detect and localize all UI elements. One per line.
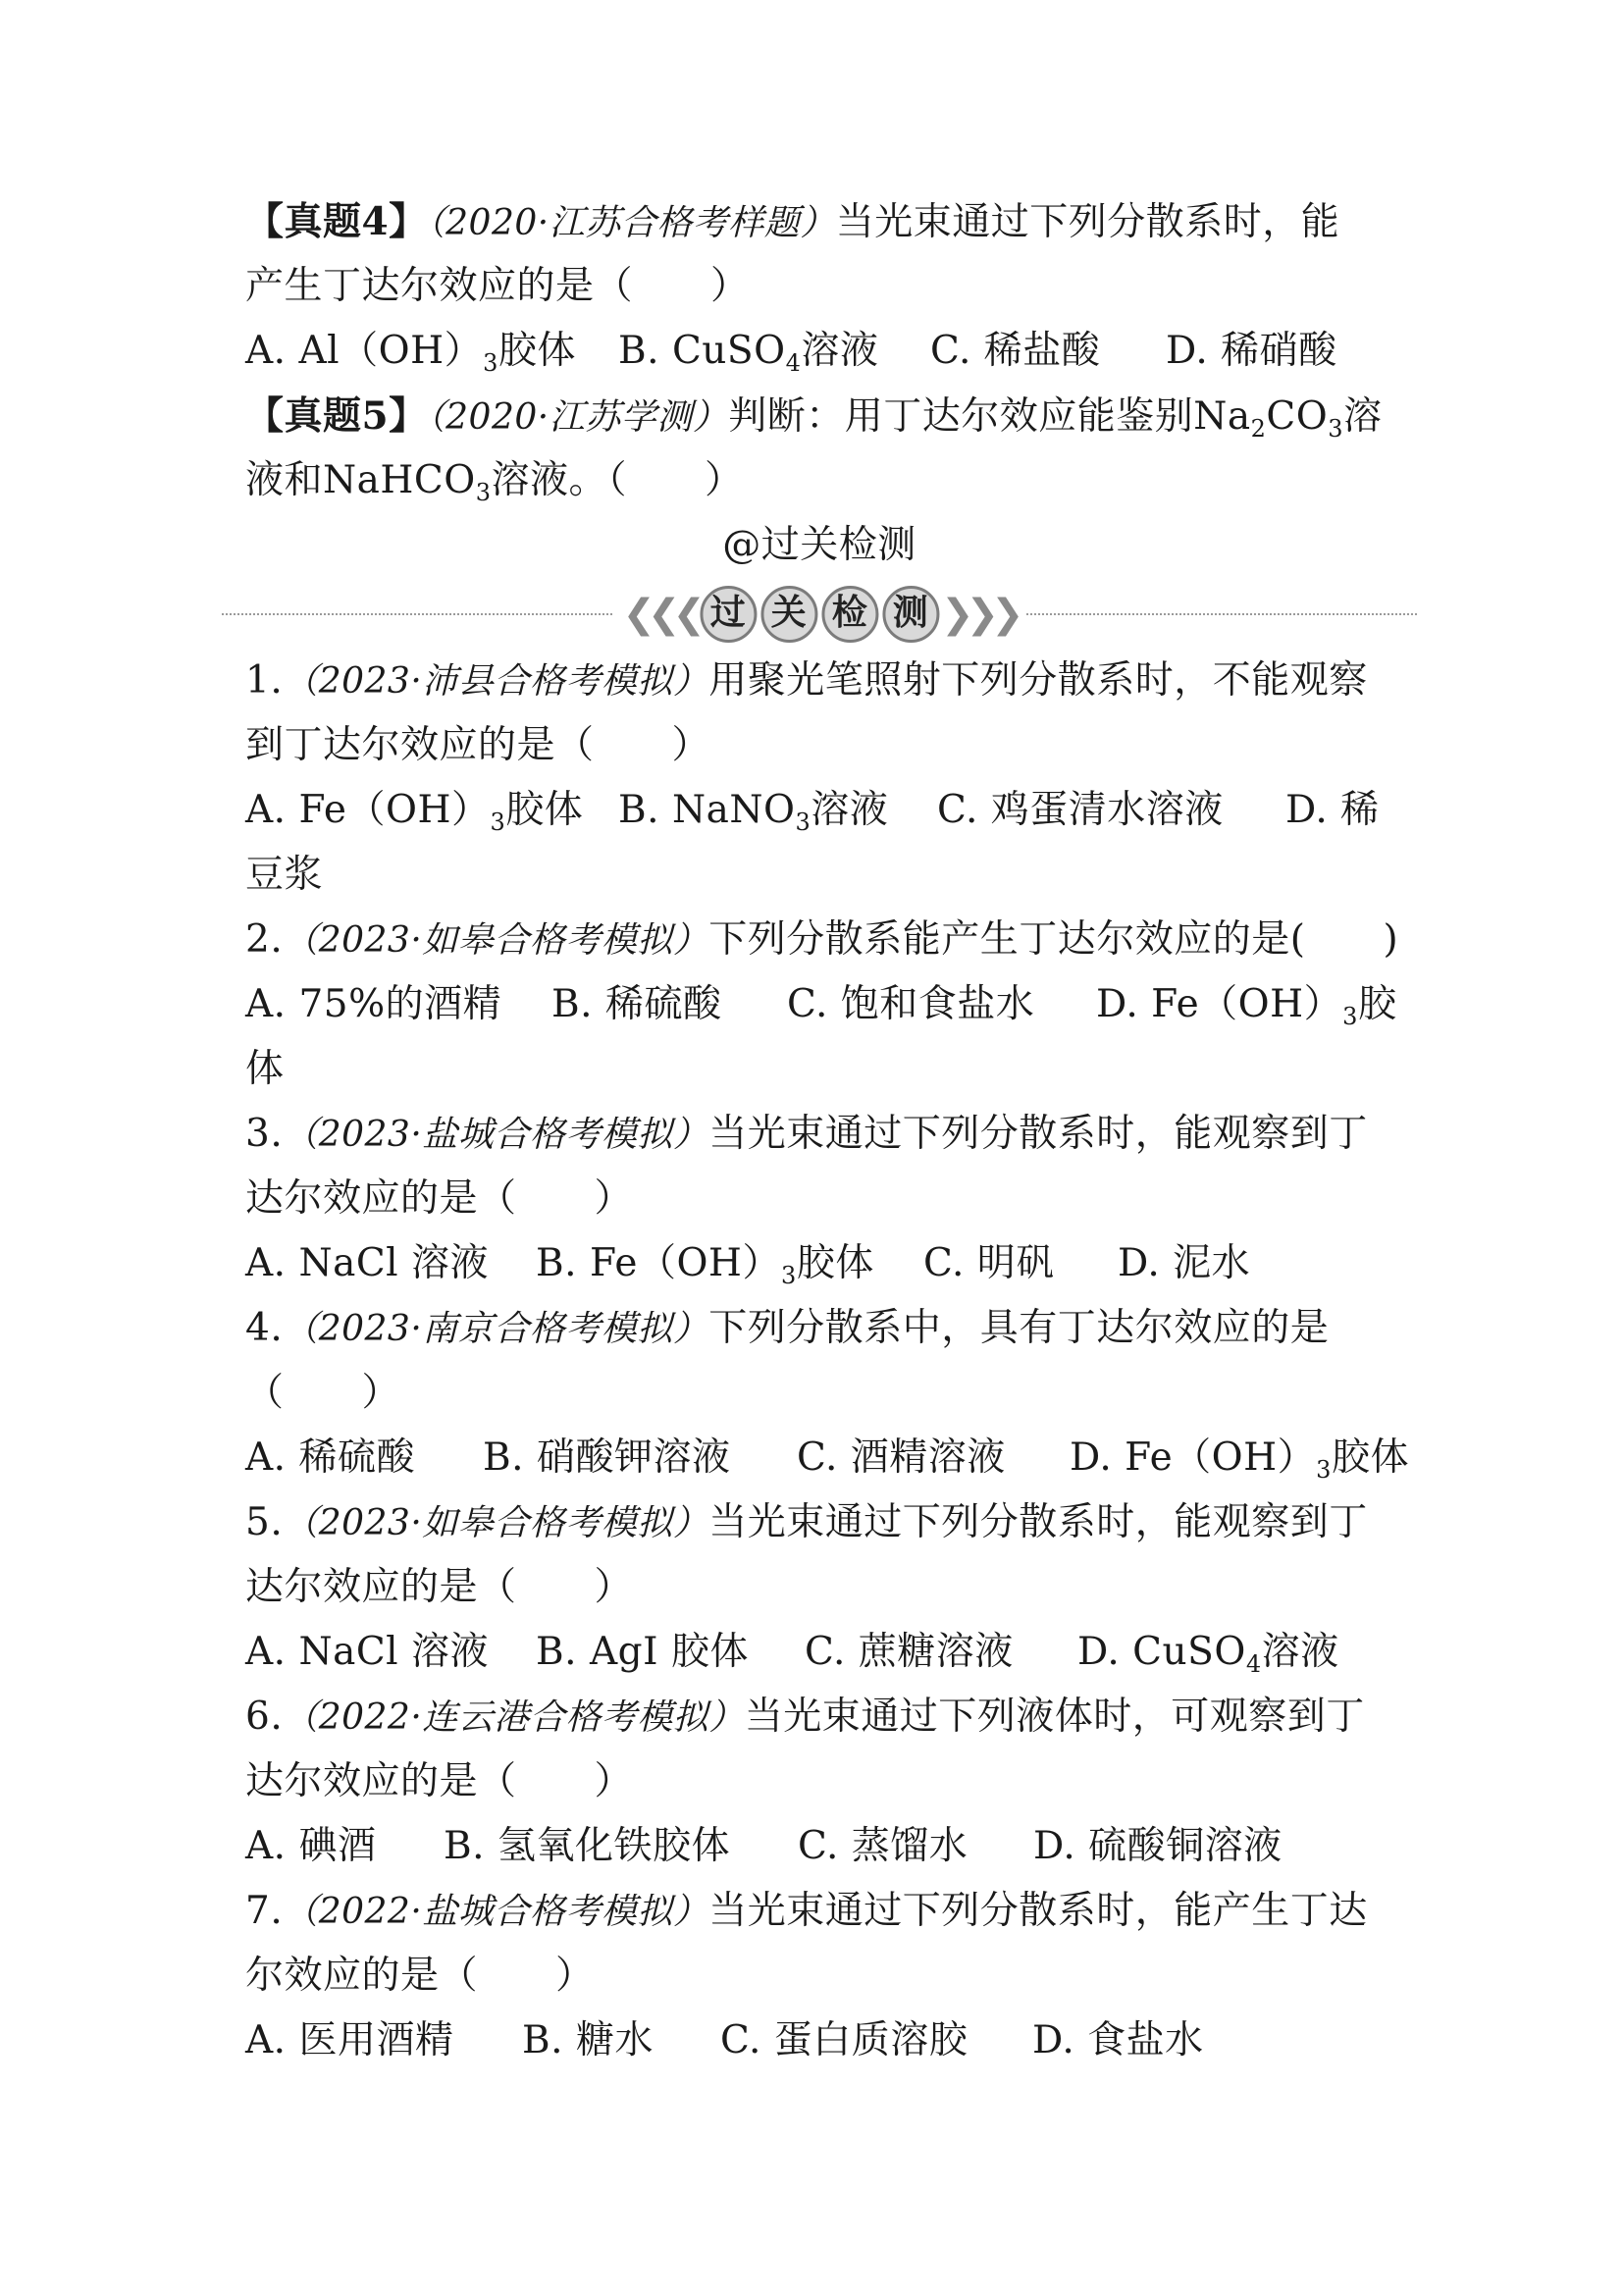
question-4-option-d: D. $Fe(OH)_3$胶体 [1070,1435,1409,1484]
zhenti4-option-b: B. CuSO$_4$溶液 [618,329,879,377]
question-2-option-b: B. 稀硫酸 [551,982,722,1026]
zhenti4-line2 [245,254,1393,319]
question-4-line1: 4.（2023·南京合格考模拟）下列分散系中，具有丁达尔效应的是 [245,1306,1330,1350]
banner-char: 检 [821,586,878,643]
question-1-option-d: D. 稀 [1285,788,1380,832]
question-3-option-b: B. $Fe(OH)_3$胶体 [536,1241,874,1289]
question-2-options [245,972,1397,1037]
question-7-options [245,2009,1393,2073]
zhenti4-option-d: D. 稀硝酸 [1166,329,1337,373]
question-7-option-d: D. 食盐水 [1032,2018,1204,2062]
question-7-line2: 尔效应的是（ ） [245,1954,595,1998]
question-5-option-d: D. CuSO$_4$溶液 [1077,1630,1339,1678]
zhenti4-tag: 【真题4】 [245,199,428,244]
question-5-options [245,1620,1393,1685]
zhenti4-line1 [245,189,1393,254]
question-3-option-c: C. 明矾 [923,1241,1055,1285]
chevron-left-icon: ❮❮❮ [622,592,698,637]
question-1-line1: 1.（2023·沛县合格考模拟）用聚光笔照射下列分散系时，不能观察 [245,658,1368,703]
question-7-option-b: B. 糖水 [522,2018,654,2062]
section-title: @过关检测 [722,523,916,567]
banner-char: 关 [760,586,817,643]
question-2-option-d-cont: 体 [245,1047,285,1091]
question-1-option-a: A. $Fe(OH)_3$胶体 [245,788,584,836]
question-2-option-d: D. $Fe(OH)_3$胶 [1096,982,1397,1030]
zhenti5-line1: 【真题5】（2020·江苏学测）判断：用丁达尔效应能鉴别$Na_2CO_3$溶 [245,393,1383,443]
banner-char: 测 [882,586,939,643]
question-6-option-a: A. 碘酒 [245,1824,377,1868]
question-3-source: （2023·盐城合格考模拟） [283,1115,709,1155]
question-1-option-c: C. 鸡蛋清水溶液 [937,788,1224,832]
question-4-options [245,1426,1409,1490]
banner-badge [612,582,1025,647]
question-3-line2: 达尔效应的是（ ） [245,1176,634,1221]
section-banner [222,578,1417,649]
question-4-option-b: B. 硝酸钾溶液 [483,1435,731,1480]
question-6-option-c: C. 蒸馏水 [798,1824,969,1868]
question-4-line2: （ ） [245,1371,401,1415]
question-7-source: （2022·盐城合格考模拟） [283,1892,709,1932]
question-6-source: （2022·连云港合格考模拟） [283,1697,745,1738]
question-7-option-c: C. 蛋白质溶胶 [720,2018,969,2062]
question-7-line1: 7.（2022·盐城合格考模拟）当光束通过下列分散系时，能产生丁达 [245,1889,1368,1933]
question-5-option-c: C. 蔗糖溶液 [805,1630,1014,1674]
question-4-option-c: C. 酒精溶液 [797,1435,1006,1480]
question-2-line1: 2.（2023·如皋合格考模拟）下列分散系能产生丁达尔效应的是( ) [245,917,1399,962]
question-1-option-d-cont: 豆浆 [245,853,324,897]
chevron-right-icon: ❯❯❯ [941,592,1017,637]
zhenti5-tag: 【真题5】 [245,393,428,439]
zhenti4-stem1: 当光束通过下列分散系时，能 [835,200,1340,244]
question-2-option-a: A. 75%的酒精 [245,982,502,1026]
zhenti4-option-c: C. 稀盐酸 [930,329,1101,373]
question-6-line2: 达尔效应的是（ ） [245,1759,634,1803]
question-4-source: （2023·南京合格考模拟） [283,1309,709,1349]
question-1-option-b: B. NaNO$_3$溶液 [618,788,889,836]
question-7-option-a: A. 医用酒精 [245,2018,454,2062]
question-5-source: （2023·如皋合格考模拟） [283,1503,709,1543]
question-1-source: （2023·沛县合格考模拟） [283,661,709,702]
zhenti5-source: （2020·江苏学测） [427,397,729,438]
question-5-option-a: A. NaCl 溶液 [245,1630,490,1674]
banner-char: 过 [700,586,757,643]
question-2-source: （2023·如皋合格考模拟） [283,920,709,961]
zhenti4-source: （2020·江苏合格考样题） [427,203,836,243]
question-6-line1: 6.（2022·连云港合格考模拟）当光束通过下列液体时，可观察到丁 [245,1695,1365,1739]
question-6-option-d: D. 硫酸铜溶液 [1033,1824,1283,1868]
question-2-option-c: C. 饱和食盐水 [787,982,1035,1026]
question-5-line2: 达尔效应的是（ ） [245,1565,634,1609]
content-area [245,189,1409,2073]
question-5-option-b: B. AgI 胶体 [536,1630,749,1674]
question-6-options [245,1814,1393,1879]
question-1-options [245,778,1393,843]
question-4-option-a: A. 稀硫酸 [245,1435,415,1480]
question-3-option-a: A. NaCl 溶液 [245,1241,490,1285]
question-3-option-d: D. 泥水 [1118,1241,1251,1285]
zhenti4-stem2: 产生丁达尔效应的是（ ） [245,264,750,308]
zhenti5-line2: 液和NaHCO$_3$溶液。（ ） [245,458,744,506]
question-5-line1: 5.（2023·如皋合格考模拟）当光束通过下列分散系时，能观察到丁 [245,1500,1368,1544]
question-6-option-b: B. 氢氧化铁胶体 [444,1824,730,1868]
question-3-line1: 3.（2023·盐城合格考模拟）当光束通过下列分散系时，能观察到丁 [245,1112,1368,1156]
question-3-options [245,1231,1393,1296]
zhenti4-option-a: A. $Al(OH)_3$胶体 [245,329,576,377]
zhenti4-options [245,319,1393,384]
question-1-line2: 到丁达尔效应的是（ ） [245,723,711,767]
